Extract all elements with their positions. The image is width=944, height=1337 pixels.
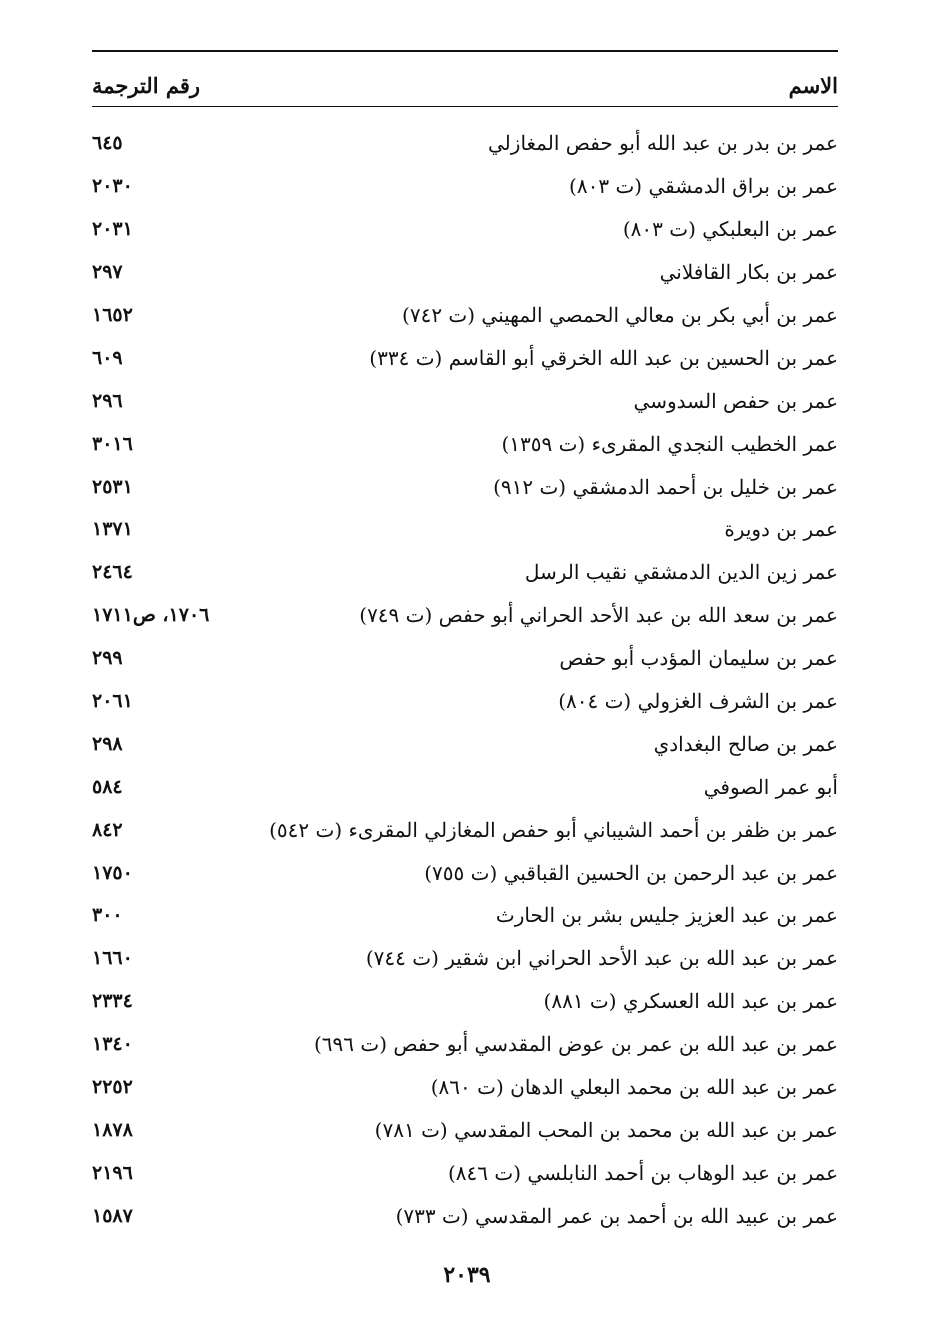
entry-number: ٢٢٥٢ [92,1076,133,1099]
index-entry [92,251,838,294]
index-entry [92,937,838,980]
index-entry [92,294,838,337]
entry-name: عمر بن عبد الله العسكري (ت ٨٨١) [543,989,838,1014]
entry-number: ٣٠٠ [92,904,123,927]
index-entry [92,894,838,937]
column-header-name: الاسم [788,72,838,98]
index-entry [92,637,838,680]
entry-name: عمر بن دويرة [724,517,838,542]
index-entry [92,422,838,465]
index-entry [92,551,838,594]
entry-name: أبو عمر الصوفي [703,774,838,799]
entry-name: عمر زين الدين الدمشقي نقيب الرسل [524,560,838,585]
entry-name: عمر الخطيب النجدي المقرىء (ت ١٣٥٩) [501,431,838,456]
entry-name: عمر بن عبد الله بن عمر بن عوض المقدسي أبو حفص (ت ٦٩٦) [313,1032,838,1057]
top-rule [92,50,838,52]
entry-number: ٦٤٥ [92,132,123,155]
entry-number: ١٦٥٢ [92,304,133,326]
table-header [92,68,838,102]
entry-number: ٥٨٤ [92,775,123,798]
entry-number: ٣٠١٦ [92,432,133,455]
index-entry [92,508,838,551]
entry-number: ٦٠٩ [92,346,123,369]
entry-name: عمر بن براق الدمشقي (ت ٨٠٣) [569,174,838,199]
index-entry [92,722,838,765]
entry-number: ١٣٤٠ [92,1033,133,1056]
entry-name: عمر بن عبد الله بن محمد البعلي الدهان (ت ٨٦٠) [430,1075,838,1100]
entry-name: عمر بن ظفر بن أحمد الشيباني أبو حفص المغازلي المقرىء (ت ٥٤٢) [269,817,838,842]
entry-name: عمر بن خليل بن أحمد الدمشقي (ت ٩١٢) [493,474,838,499]
index-entry [92,765,838,808]
entry-number: ١٦٦٠ [92,947,133,970]
entry-name: عمر بن عبد الله بن محمد بن المحب المقدسي (ت ٧٨١) [374,1117,838,1142]
entry-number: ٢٣٣٤ [92,990,133,1013]
index-entry [92,1066,838,1109]
index-entry [92,851,838,894]
entry-name: عمر بن سليمان المؤدب أبو حفص [559,646,838,671]
entry-number: ٨٤٢ [92,818,123,841]
entry-number: ٢١٩٦ [92,1161,133,1184]
entry-name: عمر بن عبد العزيز جليس بشر بن الحارث [495,903,838,928]
entry-name: عمر بن حفص السدوسي [633,388,838,413]
entry-number: ٢٠٣١ [92,218,133,241]
entry-name: عمر بن سعد الله بن عبد الأحد الحراني أبو حفص (ت ٧٤٩) [359,603,838,628]
entry-name: عمر بن عبيد الله بن أحمد بن عمر المقدسي (ت ٧٣٣) [395,1203,838,1228]
entry-name: عمر بن بدر بن عبد الله أبو حفص المغازلي [488,131,838,156]
entry-number: ١٧٥٠ [92,861,133,884]
index-entry [92,1151,838,1194]
entry-name: عمر بن صالح البغدادي [653,731,838,756]
index-entry [92,379,838,422]
index-entry [92,1194,838,1237]
index-entry [92,465,838,508]
index-entry [92,122,838,165]
entry-number: ٢٩٦ [92,389,123,412]
entry-number: ٢٠٦١ [92,690,133,713]
index-entry [92,808,838,851]
entry-number: ٢٠٣٠ [92,175,133,198]
entry-number: ١٣٧١ [92,518,133,541]
entry-number: ١٨٧٨ [92,1118,133,1141]
entry-name: عمر بن الشرف الغزولي (ت ٨٠٤) [558,689,838,714]
entry-number: ٢٥٣١ [92,475,133,498]
entry-number: ١٧٠٦، ص١٧١١ [92,604,210,627]
index-entry [92,680,838,723]
entry-number: ٢٩٨ [92,732,123,755]
index-entry [92,165,838,208]
index-entries [92,122,838,1237]
entry-name: عمر بن بكار القافلاني [659,260,838,285]
entry-name: عمر بن البعلبكي (ت ٨٠٣) [622,217,838,242]
index-entry [92,980,838,1023]
index-entry [92,1108,838,1151]
header-rule [92,106,838,107]
entry-name: عمر بن الحسين بن عبد الله الخرقي أبو القاسم (ت ٣٣٤) [369,345,838,370]
column-header-number: رقم الترجمة [92,72,201,98]
index-entry [92,594,838,637]
index-entry [92,336,838,379]
entry-name: عمر بن عبد الله بن عبد الأحد الحراني ابن شقير (ت ٧٤٤) [365,946,838,971]
page-number: ٢٠٣٩ [443,1262,491,1288]
entry-number: ١٥٨٧ [92,1204,133,1227]
entry-name: عمر بن عبد الرحمن بن الحسين القباقبي (ت ٧٥٥) [424,860,838,885]
entry-number: ٢٤٦٤ [92,561,133,584]
index-entry [92,208,838,251]
entry-number: ٢٩٩ [92,647,123,670]
entry-name: عمر بن أبي بكر بن معالي الحمصي المهيني (ت ٧٤٢) [402,303,838,327]
entry-name: عمر بن عبد الوهاب بن أحمد النابلسي (ت ٨٤٦) [447,1160,838,1185]
entry-number: ٢٩٧ [92,261,123,284]
index-entry [92,1023,838,1066]
